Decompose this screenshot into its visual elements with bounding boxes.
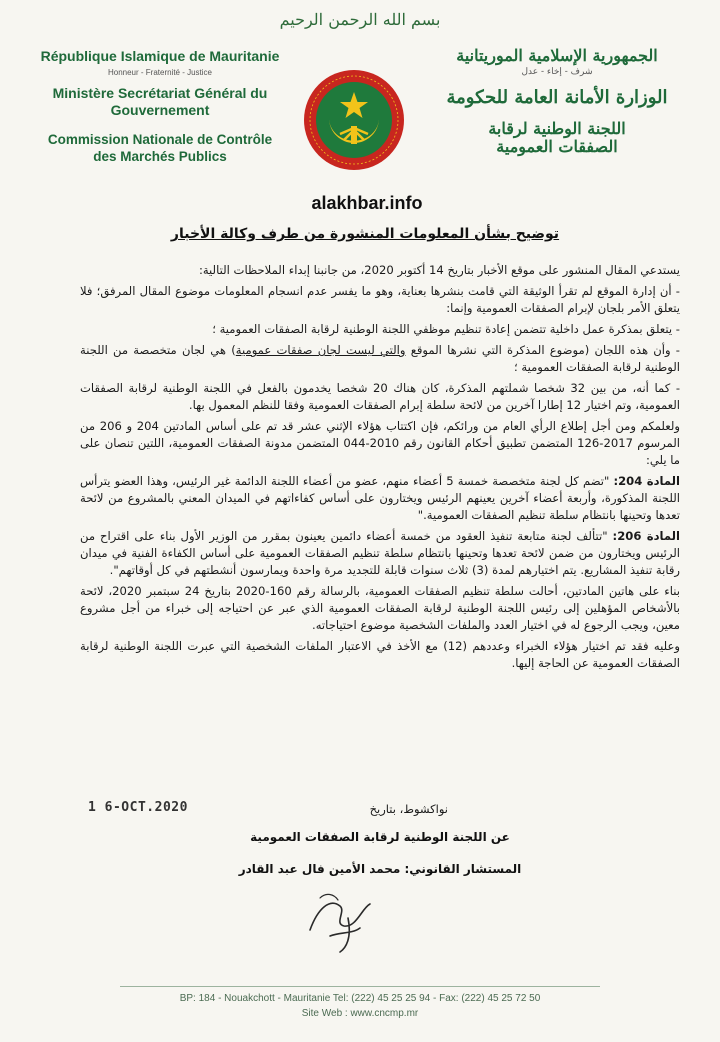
- paragraph-intro: يستدعي المقال المنشور على موقع الأخبار بتاريخ 14 أكتوبر 2020، من جانبنا إبداء الملاحظات التالية:: [198, 263, 680, 277]
- signatory-name: المستشار القانوني: محمد الأمين فال عبد القادر: [238, 862, 522, 876]
- commission-line1-ar: اللجنة الوطنية لرقابة: [488, 119, 626, 138]
- header-left-french: [20, 48, 300, 165]
- paragraph-conclusion: وعليه فقد تم اختيار هؤلاء الخبراء وعددهم (12) مع الأخذ في الاعتبار الملفات الشخصية التي عبرت اللجنة الوطنية لرقابة الصفقات العمومية عن الحاجة إليها.: [80, 639, 680, 670]
- article-206-text: "تتألف لجنة متابعة تنفيذ العقود من خمسة أعضاء دائمين يعينون بمقرر من الوزير الأول بناء على اقتراح من الرئيس ويختارون من ضمن لائحة تعدها وتحينها بانتظام سلطة تنظيم الصفقات العمومية على أساس الكفاءة الفنية في ميدان رقابة تنفيذ المشاريع. يتم اختيارهم لمدة (3) ثلاث سنوات قابلة للتجديد مرة واحدة ويمارسون أنشطتهم في كل أوقاتهم".: [80, 529, 680, 577]
- commission-line2-fr: des Marchés Publics: [93, 149, 227, 164]
- document-title: توضيح بشأن المعلومات المنشورة من طرف وكالة الأخبار: [170, 226, 560, 242]
- point-3-underlined: والتي ليست لجان صفقات عمومية: [235, 343, 406, 357]
- signatory-organization: عن اللجنة الوطنية لرقابة الصفقات العمومية: [250, 830, 510, 844]
- article-206-label: المادة 206:: [612, 529, 680, 543]
- article-204: [80, 473, 680, 524]
- handwritten-signature: [300, 878, 390, 958]
- basmala: بسم الله الرحمن الرحيم: [279, 10, 441, 29]
- footer: [80, 991, 640, 1021]
- ministry-line2-fr: Gouvernement: [110, 102, 210, 118]
- commission-line1-fr: Commission Nationale de Contrôle: [47, 132, 273, 147]
- footer-divider: [120, 986, 600, 987]
- signature-block: [230, 830, 530, 876]
- point-3-text-b: ) هي لجان متخصصة من اللجنة الوطنية لرقابة الصفقات العمومية ؛: [80, 343, 680, 374]
- footer-website: Site Web : www.cncmp.mr: [301, 1008, 419, 1019]
- header-right-arabic: [412, 46, 702, 156]
- date-stamp: 1 6-OCT.2020: [88, 800, 188, 815]
- point-3-text-a: - وأن هذه اللجان (موضوع المذكرة التي نشرها الموقع: [405, 343, 680, 357]
- paragraph-point-3: [80, 342, 680, 376]
- date-text: نواكشوط، بتاريخ: [369, 802, 448, 816]
- motto-ar: شرف - إخاء - عدل: [521, 67, 593, 77]
- paragraph-point-2: - يتعلق بمذكرة عمل داخلية تتضمن إعادة تنظيم موظفي اللجنة الوطنية لرقابة الصفقات العمومية ؛: [212, 322, 680, 336]
- ministry-line1-fr: Ministère Secrétariat Général du: [52, 85, 268, 101]
- country-name-fr: République Islamique de Mauritanie: [40, 48, 280, 64]
- national-emblem-icon: [302, 68, 406, 172]
- document-body: [80, 262, 680, 676]
- country-name-ar: الجمهورية الإسلامية الموريتانية: [456, 46, 658, 65]
- article-206: [80, 528, 680, 579]
- ministry-ar: الوزارة الأمانة العامة للحكومة: [446, 87, 668, 108]
- commission-line2-ar: الصفقات العمومية: [496, 137, 618, 156]
- paragraph-referral: بناء على هاتين المادتين، أحالت سلطة تنظيم الصفقات العمومية، بالرسالة رقم 160-2020 بتاريخ 24 سبتمبر 2020، لائحة بالأشخاص المؤهلين إلى رئيس اللجنة الوطنية لرقابة الصفقات العمومية الذي عبر عن احتياجه إلى خبراء من أجل مشروع معين، ويجب الرجوع له في اختيار العدد والملفات الشخصية موضوع احتياجاته.: [80, 584, 680, 632]
- article-204-label: المادة 204:: [613, 474, 681, 488]
- footer-address: BP: 184 - Nouakchott - Mauritanie Tel: (222) 45 25 25 94 - Fax: (222) 45 25 72 50: [179, 993, 541, 1004]
- motto-fr: Honneur - Fraternité - Justice: [107, 68, 213, 77]
- paragraph-point-4: - كما أنه، من بين 32 شخصا شملتهم المذكرة، كان هناك 20 شخصا يخدمون بالفعل في اللجنة الوطنية لرقابة الصفقات العمومية، وتم اختيار 12 إطارا آخرين من لائحة سلطة إبرام الصفقات العمومية وفقا للنظم المعمول بها.: [80, 381, 680, 412]
- date-line: [88, 800, 448, 822]
- site-watermark: alakhbar.info: [311, 193, 423, 213]
- paragraph-point-1: - أن إدارة الموقع لم تقرأ الوثيقة التي قامت بنشرها بعناية، وهو ما يفسر عدم انسجام المعلومات موضوع المقال المرفق؛ فلا يتعلق الأمر بلجان لإبرام الصفقات العمومية وإنما:: [80, 284, 680, 315]
- paragraph-legal-basis: ولعلمكم ومن أجل إطلاع الرأي العام من ورائكم، فإن اكتتاب هؤلاء الإثني عشر قد تم على أساس المادتين 204 و 206 من المرسوم 2017-126 المتضمن تطبيق أحكام القانون رقم 2010-044 المتضمن مدونة الصفقات العمومية، اللتين تنصان على ما يلي:: [80, 419, 681, 467]
- article-204-text: "تضم كل لجنة متخصصة خمسة 5 أعضاء منهم، عضو من أعضاء اللجنة الدائمة غير الرئيس، وهذا العضو يترأس اللجنة المذكورة، وأربعة أعضاء آخرين يعينهم الرئيس ويختارون على أساس كفاءاتهم في الميدان المعني بالمشروع من لائحة تعدها وتحينها بانتظام سلطة تنظيم الصفقات العمومية.": [80, 474, 680, 522]
